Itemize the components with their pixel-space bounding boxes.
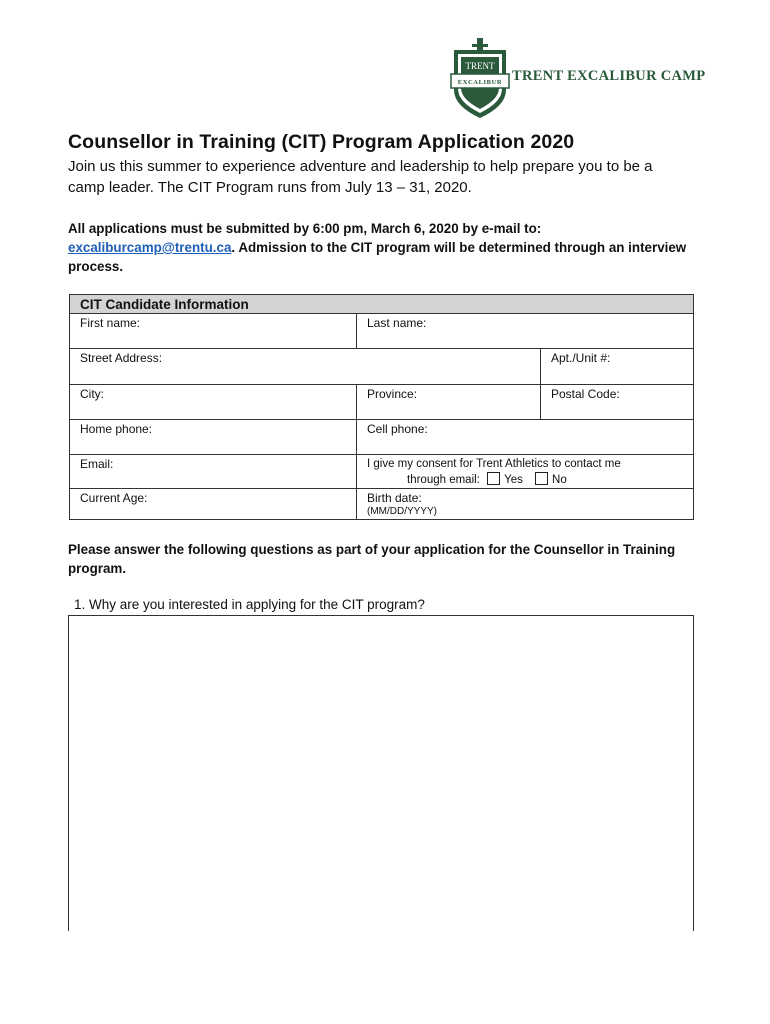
cell-phone-label: Cell phone: (367, 422, 428, 436)
email-field[interactable] (70, 455, 357, 489)
org-name: TRENT EXCALIBUR CAMP (512, 68, 706, 84)
street-address-label: Street Address: (80, 351, 163, 365)
first-name-field[interactable] (70, 314, 357, 349)
consent-text-2: through email: (407, 474, 480, 486)
first-name-label: First name: (80, 316, 141, 330)
questions-intro: Please answer the following questions as part of your application for the Counsellor in Training program. (68, 542, 676, 576)
province-field[interactable] (357, 385, 541, 420)
shield-sword-icon (450, 38, 510, 120)
apt-unit-field[interactable] (541, 349, 693, 385)
question-1-answer-box[interactable] (68, 615, 694, 931)
logo-bottom-text: EXCALIBUR (457, 79, 503, 86)
consent-yes-checkbox[interactable] (487, 472, 500, 485)
province-label: Province: (367, 387, 418, 401)
question-1: 1. Why are you interested in applying for the CIT program? (74, 597, 425, 612)
candidate-info-form (69, 294, 694, 520)
last-name-field[interactable] (357, 314, 693, 349)
birth-date-label: Birth date: (367, 491, 422, 505)
submission-email-link[interactable]: excaliburcamp@trentu.ca (68, 240, 232, 255)
street-address-field[interactable] (70, 349, 541, 385)
city-field[interactable] (70, 385, 357, 420)
birth-date-field[interactable] (357, 489, 693, 519)
logo-top-text: TRENT (465, 61, 495, 71)
page-title: Counsellor in Training (CIT) Program Application 2020 (68, 131, 575, 153)
cell-phone-field[interactable] (357, 420, 693, 455)
postal-code-label: Postal Code: (551, 387, 620, 401)
form-header: CIT Candidate Information (70, 295, 693, 314)
city-label: City: (80, 387, 104, 401)
submission-suffix: . Admission to the CIT program will be determined through an interview process. (68, 240, 687, 274)
birth-date-format: (MM/DD/YYYY) (367, 506, 437, 517)
submission-prefix: All applications must be submitted by 6:00 pm, March 6, 2020 by e-mail to: (68, 221, 542, 236)
apt-unit-label: Apt./Unit #: (551, 351, 611, 365)
consent-no-checkbox[interactable] (535, 472, 548, 485)
home-phone-label: Home phone: (80, 422, 153, 436)
postal-code-field[interactable] (541, 385, 693, 420)
consent-no-label: No (552, 474, 567, 486)
last-name-label: Last name: (367, 316, 427, 330)
submission-instructions (68, 219, 708, 276)
consent-yes-label: Yes (504, 474, 523, 486)
email-consent (357, 455, 693, 489)
email-label: Email: (80, 457, 114, 471)
home-phone-field[interactable] (70, 420, 357, 455)
intro-text: Join us this summer to experience adventure and leadership to help prepare you to be a camp leader. The CIT Program runs from July 13 – 31, 2020. (68, 158, 653, 196)
current-age-field[interactable] (70, 489, 357, 519)
current-age-label: Current Age: (80, 491, 148, 505)
consent-text: I give my consent for Trent Athletics to contact me (367, 458, 621, 470)
